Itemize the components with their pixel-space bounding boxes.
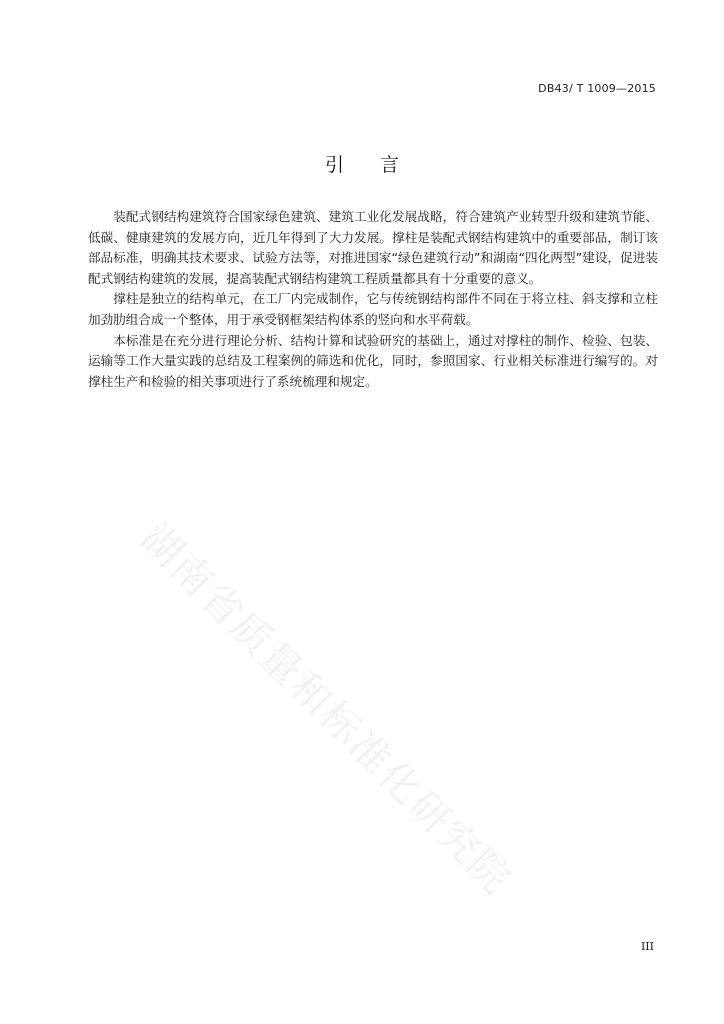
paragraph-3: 本标准是在充分进行理论分析、结构计算和试验研究的基础上，通过对撑柱的制作、检验、包装、运输等工作大量实践的总结及工程案例的筛选和优化，同时，参照国家、行业相关标准进行编写的。对撑柱生产和检验的相关事项进行了系统梳理和规定。 <box>88 332 658 389</box>
body-text <box>88 207 658 392</box>
paragraph-1: 装配式钢结构建筑符合国家绿色建筑、建筑工业化发展战略，符合建筑产业转型升级和建筑节能、低碳、健康建筑的发展方向，近几年得到了大力发展。撑柱是装配式钢结构建筑中的重要部品，制订该部品标准，明确其技术要求、试验方法等，对推进国家“绿色建筑行动”和湖南“四化两型”建设，促进装配式钢结构建筑的发展，提高装配式钢结构建筑工程质量都具有十分重要的意义。 <box>88 209 658 286</box>
watermark: 湖南省质量和标准化研究院 <box>131 514 521 904</box>
standard-code: DB43/ T 1009—2015 <box>538 82 656 95</box>
paragraph-2: 撑柱是独立的结构单元，在工厂内完成制作，它与传统钢结构部件不同在于将立柱、斜支撑和立柱加劲肋组合成一个整体，用于承受钢框架结构体系的竖向和水平荷载。 <box>88 291 658 327</box>
section-title: 引言 <box>324 154 435 176</box>
page-number: III <box>640 940 654 953</box>
